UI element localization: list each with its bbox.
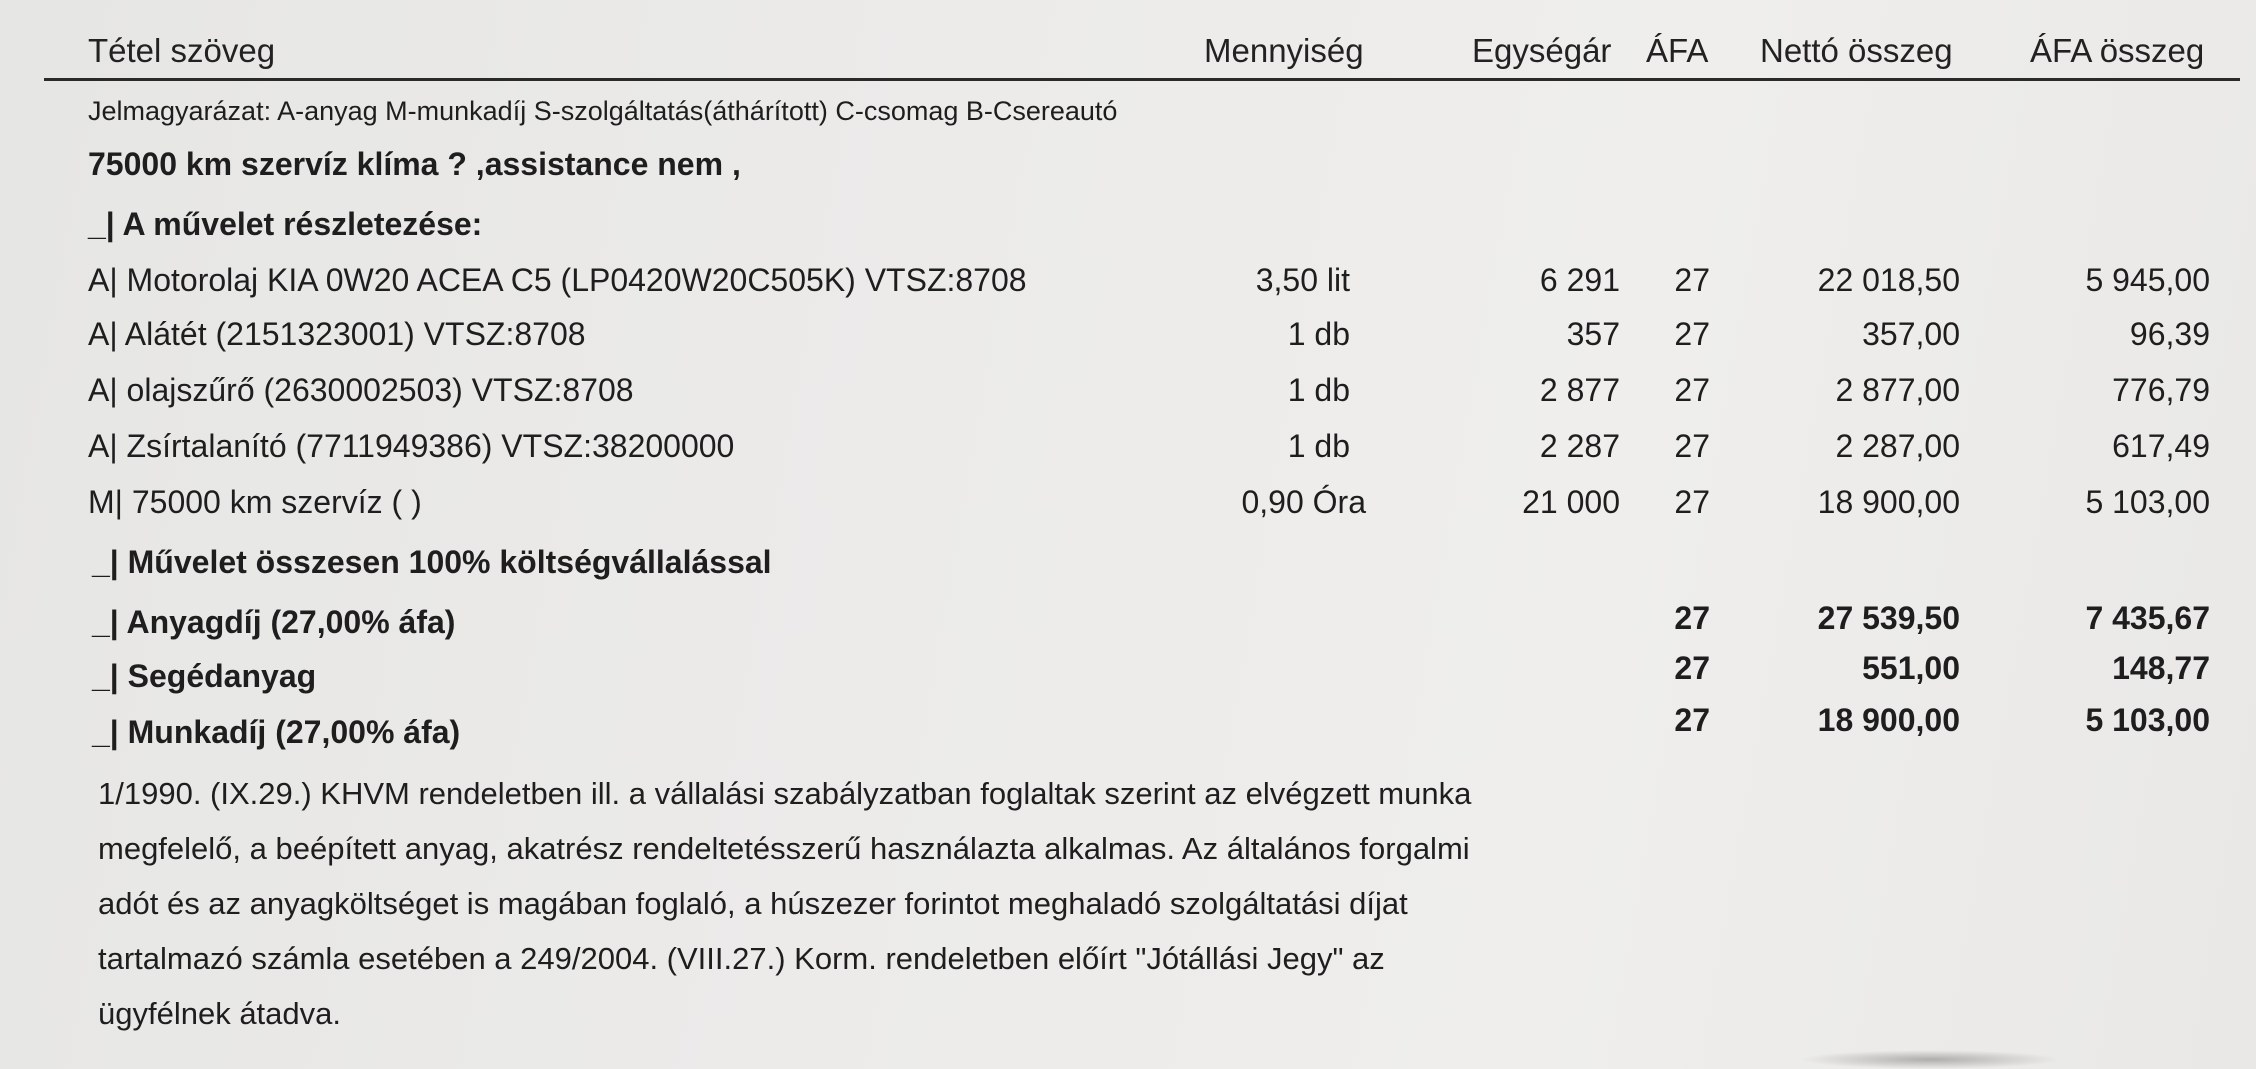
item-net-amount: 2 877,00 xyxy=(1835,372,1960,408)
total-label: _| Anyagdíj (27,00% áfa) xyxy=(92,604,456,640)
item-vat-amount: 96,39 xyxy=(2129,316,2210,352)
item-vat: 27 xyxy=(1674,262,1710,298)
total-net-amount: 27 539,50 xyxy=(1817,600,1960,636)
item-description: A| Alátét (2151323001) VTSZ:8708 xyxy=(88,316,586,352)
header-vat: ÁFA xyxy=(1646,32,1709,69)
item-unit-price: 21 000 xyxy=(1522,484,1620,520)
item-unit-price: 357 xyxy=(1566,316,1620,352)
item-net-amount: 357,00 xyxy=(1862,316,1960,352)
legend-text: Jelmagyarázat: A-anyag M-munkadíj S-szolgáltatás(áthárított) C-csomag B-Csereautó xyxy=(88,96,1118,126)
item-vat-amount: 5 945,00 xyxy=(2085,262,2210,298)
item-vat: 27 xyxy=(1674,428,1710,464)
job-title: 75000 km szervíz klíma ? ,assistance nem , xyxy=(88,146,741,182)
warranty-note xyxy=(98,766,1471,1041)
item-description: M| 75000 km szervíz ( ) xyxy=(88,484,422,520)
item-description: A| olajszűrő (2630002503) VTSZ:8708 xyxy=(88,372,634,408)
item-vat-amount: 776,79 xyxy=(2112,372,2210,408)
item-quantity: 1 db xyxy=(1287,316,1350,352)
item-quantity: 3,50 lit xyxy=(1255,262,1350,298)
item-description: A| Zsírtalanító (7711949386) VTSZ:38200000 xyxy=(88,428,735,464)
total-vat-amount: 7 435,67 xyxy=(2085,600,2210,636)
summary-title: _| Művelet összesen 100% költségvállalással xyxy=(92,544,772,580)
note-line: megfelelő, a beépített anyag, akatrész rendeltetésszerű használazta alkalmas. Az általános forgalmi xyxy=(98,831,1470,866)
item-vat-amount: 5 103,00 xyxy=(2085,484,2210,520)
item-vat: 27 xyxy=(1674,484,1710,520)
note-line: ügyfélnek átadva. xyxy=(98,996,342,1031)
item-description: A| Motorolaj KIA 0W20 ACEA C5 (LP0420W20C505K) VTSZ:8708 xyxy=(88,262,1027,298)
note-line: adót és az anyagköltséget is magában foglaló, a húszezer forintot meghaladó szolgáltatási díjat xyxy=(98,886,1408,921)
total-vat: 27 xyxy=(1674,702,1710,738)
cut-off-text-smudge xyxy=(1800,1050,2060,1069)
header-unit-price: Egységár xyxy=(1472,32,1612,69)
item-net-amount: 18 900,00 xyxy=(1817,484,1960,520)
item-vat: 27 xyxy=(1674,316,1710,352)
total-label: _| Munkadíj (27,00% áfa) xyxy=(92,714,461,750)
total-net-amount: 18 900,00 xyxy=(1817,702,1960,738)
total-vat: 27 xyxy=(1674,650,1710,686)
section-title: _| A művelet részletezése: xyxy=(88,206,483,242)
item-quantity: 1 db xyxy=(1287,428,1350,464)
total-net-amount: 551,00 xyxy=(1862,650,1960,686)
totals-table xyxy=(0,600,2256,760)
item-net-amount: 2 287,00 xyxy=(1835,428,1960,464)
items-table xyxy=(0,262,2256,522)
total-vat: 27 xyxy=(1674,600,1710,636)
item-quantity: 0,90 Óra xyxy=(1241,484,1366,520)
note-line: tartalmazó számla esetében a 249/2004. (VIII.27.) Korm. rendeletben előírt "Jótállási Jegy" az xyxy=(98,941,1385,976)
item-unit-price: 2 287 xyxy=(1539,428,1620,464)
item-vat-amount: 617,49 xyxy=(2112,428,2210,464)
header-vat-amount: ÁFA összeg xyxy=(2030,32,2205,69)
item-net-amount: 22 018,50 xyxy=(1817,262,1960,298)
total-label: _| Segédanyag xyxy=(92,658,317,694)
total-vat-amount: 5 103,00 xyxy=(2085,702,2210,738)
header-rule xyxy=(44,78,2240,81)
header-item-text: Tétel szöveg xyxy=(88,32,276,69)
note-line: 1/1990. (IX.29.) KHVM rendeletben ill. a vállalási szabályzatban foglaltak szerint az elvégzett munka xyxy=(98,776,1472,811)
item-vat: 27 xyxy=(1674,372,1710,408)
total-vat-amount: 148,77 xyxy=(2112,650,2210,686)
item-quantity: 1 db xyxy=(1287,372,1350,408)
header-net-amount: Nettó összeg xyxy=(1760,32,1953,69)
item-unit-price: 2 877 xyxy=(1539,372,1620,408)
item-unit-price: 6 291 xyxy=(1539,262,1620,298)
header-quantity: Mennyiség xyxy=(1204,32,1364,69)
